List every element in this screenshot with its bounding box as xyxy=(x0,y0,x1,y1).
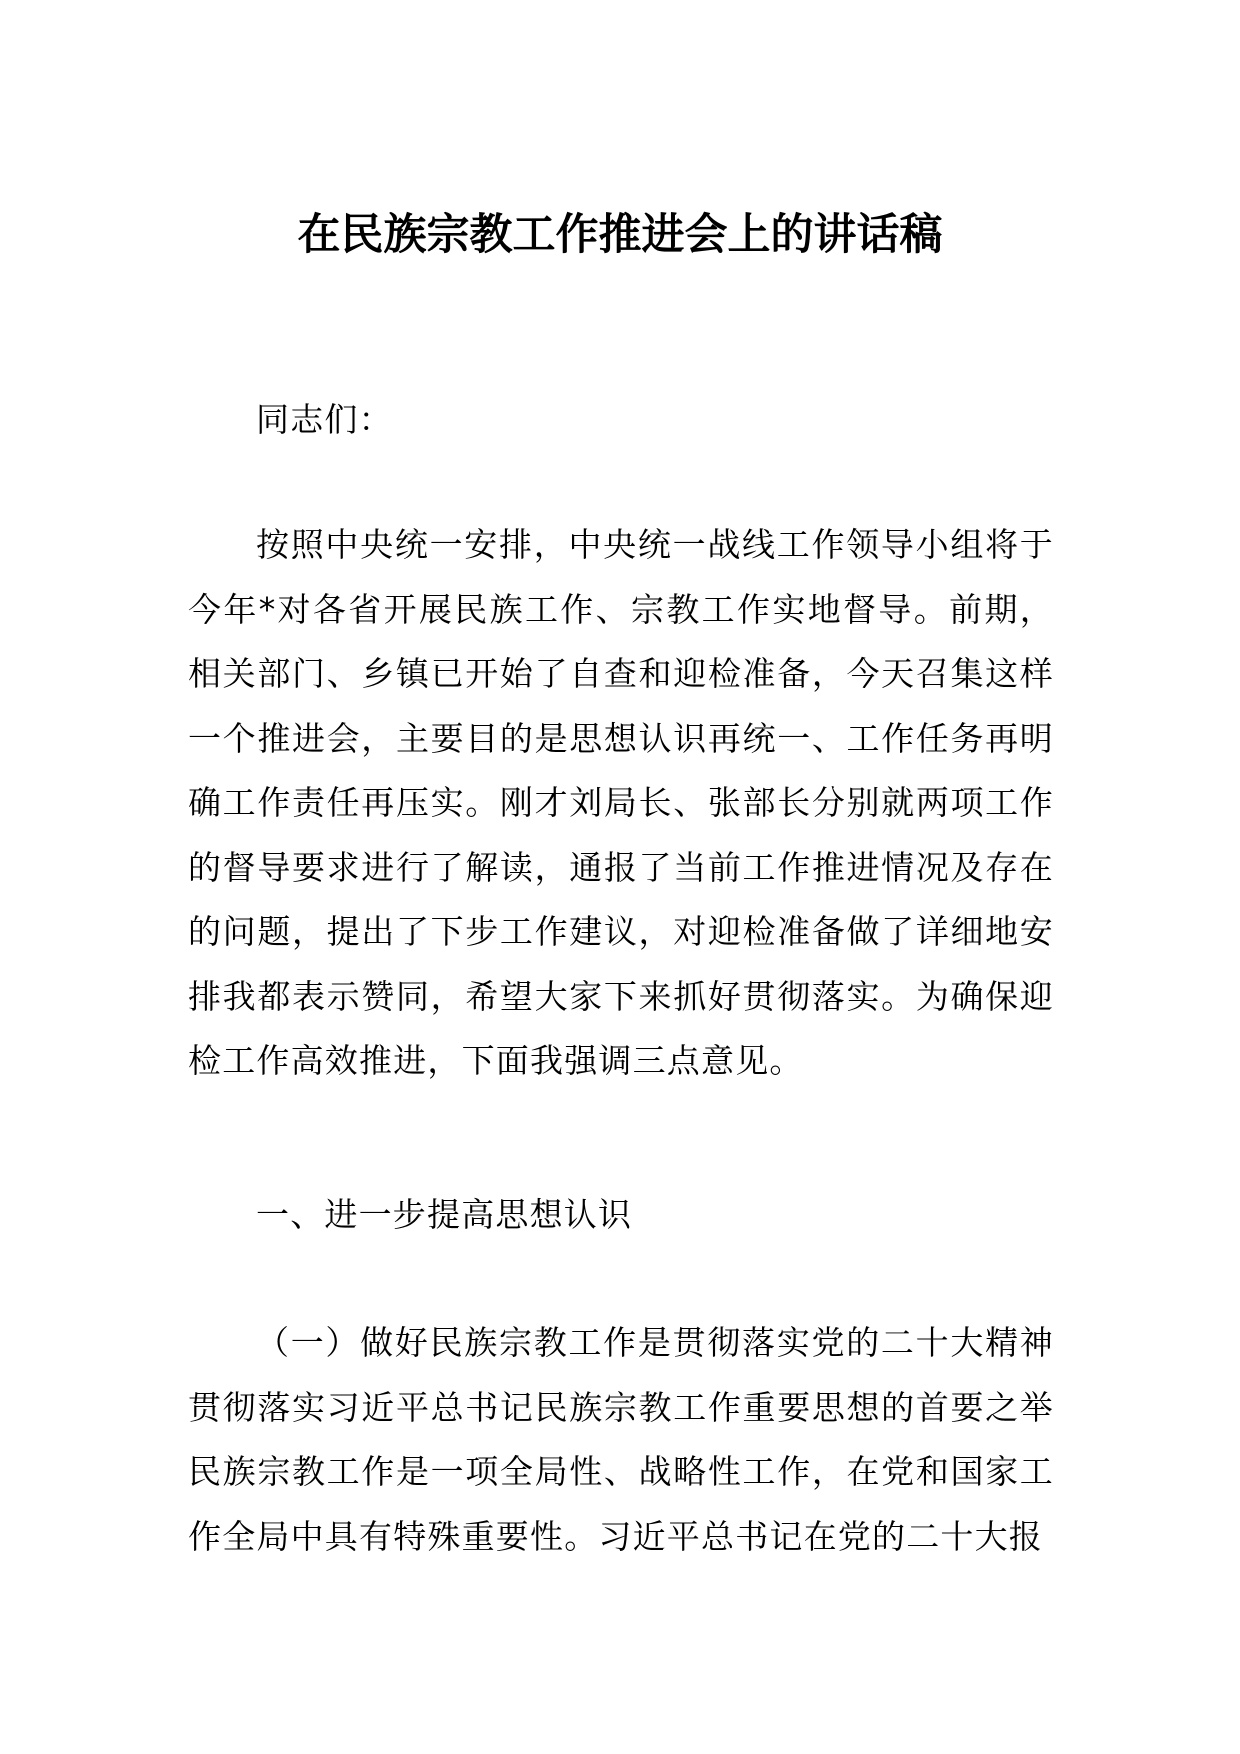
intro-paragraph: 按照中央统一安排，中央统一战线工作领导小组将于今年*对各省开展民族工作、宗教工作实地督导。前期，相关部门、乡镇已开始了自查和迎检准备，今天召集这样一个推进会，主要目的是思想认识再统一、工作任务再明确工作责任再压实。刚才刘局长、张部长分别就两项工作的督导要求进行了解读，通报了当前工作推进情况及存在的问题，提出了下步工作建议，对迎检准备做了详细地安排我都表示赞同，希望大家下来抓好贯彻落实。为确保迎检工作高效推进，下面我强调三点意见。 xyxy=(188,525,1054,1080)
greeting-block xyxy=(188,388,1054,453)
greeting-text: 同志们： xyxy=(256,400,393,439)
subsection-paragraph-block xyxy=(188,1311,1054,1569)
section-heading-block xyxy=(188,1183,1054,1248)
document-title: 在民族宗教工作推进会上的讲话稿 xyxy=(297,210,943,260)
section-heading-1: 一、进一步提高思想认识 xyxy=(256,1195,633,1234)
intro-paragraph-block xyxy=(188,513,1054,1094)
subsection-paragraph-1: （一）做好民族宗教工作是贯彻落实党的二十大精神贯彻落实习近平总书记民族宗教工作重要思想的首要之举民族宗教工作是一项全局性、战略性工作，在党和国家工作全局中具有特殊重要性。习近平总书记在党的二十大报 xyxy=(188,1323,1054,1556)
